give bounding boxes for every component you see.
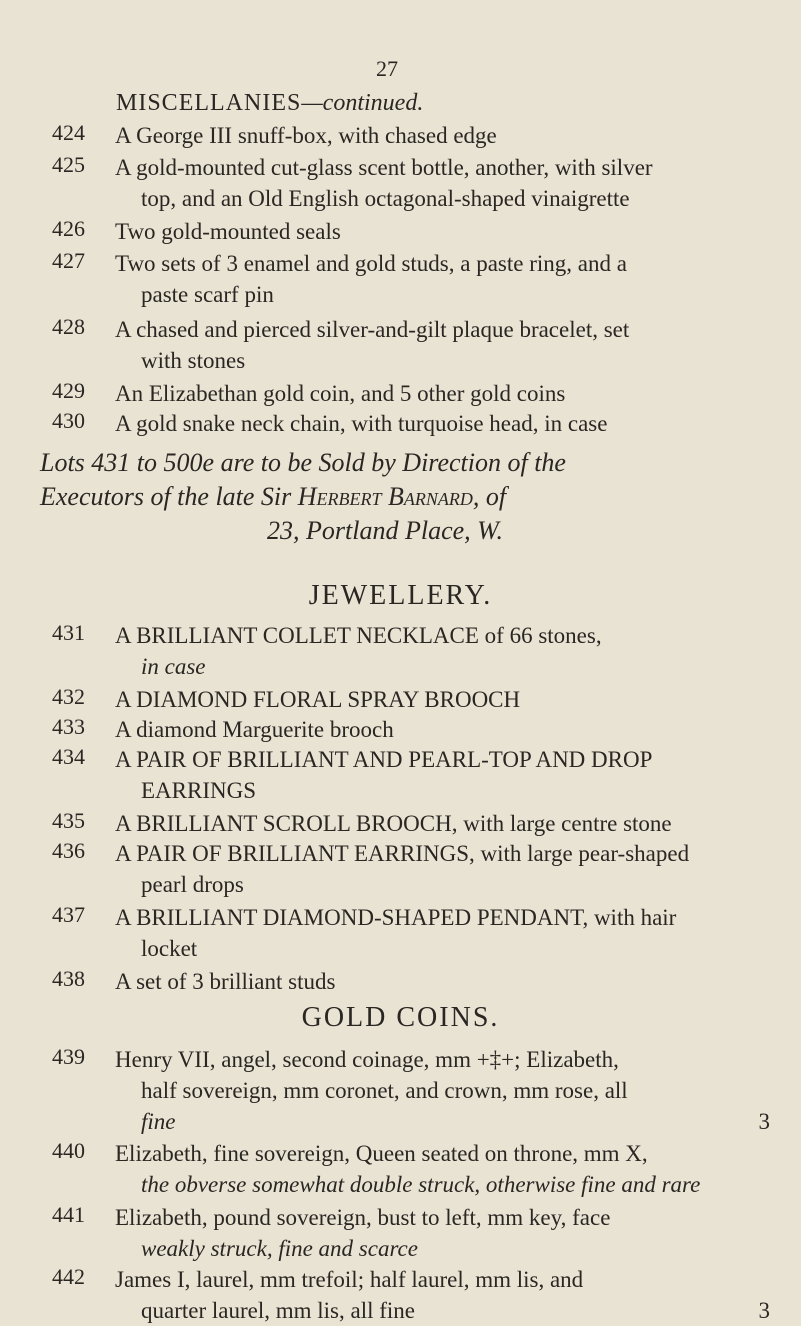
lot-description — [115, 744, 790, 806]
lot-line: Two sets of 3 enamel and gold studs, a paste ring, and a — [115, 251, 627, 276]
lot-line: Elizabeth, pound sovereign, bust to left, mm key, face — [115, 1205, 611, 1230]
lot-line: A diamond Marguerite brooch — [115, 717, 394, 742]
lot-number: 440 — [52, 1138, 85, 1163]
lot-number: 427 — [52, 248, 85, 273]
lot-description — [115, 314, 790, 376]
lot-description — [115, 1202, 790, 1264]
lot-line: A BRILLIANT SCROLL BROOCH, with large centre stone — [115, 811, 672, 836]
notice-executor-name: Herbert Barnard — [297, 482, 473, 511]
lot-description — [115, 838, 790, 900]
notice-line: Lots 431 to 500e are to be Sold by Direction of the — [40, 448, 566, 477]
sale-notice — [40, 446, 790, 548]
lot-line: An Elizabethan gold coin, and 5 other gold coins — [115, 381, 566, 406]
lot-description — [115, 408, 790, 439]
lot-description — [115, 684, 790, 715]
lot-number: 429 — [52, 378, 85, 403]
lot-description — [115, 620, 790, 682]
lot-line-continued: top, and an Old English octagonal-shaped vinaigrette — [141, 186, 630, 211]
lot-line-continued: weakly struck, fine and scarce — [141, 1236, 418, 1261]
lot-number: 424 — [52, 120, 85, 145]
lot-line-continued — [115, 1106, 790, 1137]
lot-line-continued: paste scarf pin — [141, 282, 274, 307]
lot-line: A gold snake neck chain, with turquoise head, in case — [115, 411, 608, 436]
lot-line-continued: the obverse somewhat double struck, otherwise fine and rare — [141, 1172, 701, 1197]
lot-line-continued — [115, 1295, 790, 1326]
lot-line: A George III snuff-box, with chased edge — [115, 123, 497, 148]
notice-line: Executors of the late Sir — [40, 482, 298, 511]
lot-line: A chased and pierced silver-and-gilt plaque bracelet, set — [115, 317, 630, 342]
lot-line-text: quarter laurel, mm lis, all fine — [141, 1298, 415, 1323]
lot-number: 436 — [52, 838, 85, 863]
lot-condition: fine — [141, 1109, 176, 1134]
notice-address: 23, Portland Place, W. — [267, 516, 503, 545]
lot-line-continued: locket — [141, 936, 198, 961]
lot-line: Two gold-mounted seals — [115, 219, 341, 244]
lot-line-continued: in case — [141, 654, 206, 679]
section-heading-jewellery: JEWELLERY. — [308, 580, 493, 611]
lot-description — [115, 378, 790, 409]
running-head — [116, 90, 423, 117]
lot-number: 432 — [52, 684, 85, 709]
lot-number: 441 — [52, 1202, 85, 1227]
lot-description — [115, 152, 790, 214]
lot-number: 437 — [52, 902, 85, 927]
lot-line: A PAIR OF BRILLIANT AND PEARL-TOP AND DROP — [115, 747, 653, 772]
lot-line: A PAIR OF BRILLIANT EARRINGS, with large pear-shaped — [115, 841, 690, 866]
lot-description — [115, 714, 790, 745]
lot-line-continued: half sovereign, mm coronet, and crown, mm rose, all — [141, 1078, 628, 1103]
lot-line: A DIAMOND FLORAL SPRAY BROOCH — [115, 687, 521, 712]
lot-line: Henry VII, angel, second coinage, mm +‡+; Elizabeth, — [115, 1047, 619, 1072]
lot-description — [115, 966, 790, 997]
lot-description — [115, 1264, 790, 1326]
lot-number: 428 — [52, 314, 85, 339]
lot-number: 435 — [52, 808, 85, 833]
lot-description — [115, 902, 790, 964]
lot-quantity: 3 — [758, 1298, 770, 1323]
lot-line: A set of 3 brilliant studs — [115, 969, 336, 994]
lot-line: A BRILLIANT COLLET NECKLACE of 66 stones, — [115, 623, 602, 648]
running-head-suffix: —continued. — [301, 90, 424, 116]
lot-description — [115, 248, 790, 310]
lot-line-continued: pearl drops — [141, 872, 244, 897]
lot-number: 431 — [52, 620, 85, 645]
notice-line: , of — [472, 482, 507, 511]
lot-number: 426 — [52, 216, 85, 241]
lot-description — [115, 120, 790, 151]
lot-line-continued: with stones — [141, 348, 246, 373]
lot-quantity: 3 — [758, 1109, 770, 1134]
lot-number: 434 — [52, 744, 85, 769]
lot-number: 425 — [52, 152, 85, 177]
lot-number: 430 — [52, 408, 85, 433]
lot-description — [115, 1138, 790, 1200]
lot-description — [115, 216, 790, 247]
running-head-title: MISCELLANIES — [116, 90, 302, 116]
section-heading-gold-coins: GOLD COINS. — [301, 1002, 500, 1033]
lot-number: 439 — [52, 1044, 85, 1069]
lot-description — [115, 1044, 790, 1137]
lot-line: Elizabeth, fine sovereign, Queen seated on throne, mm X, — [115, 1141, 648, 1166]
lot-description — [115, 808, 790, 839]
lot-line-continued: EARRINGS — [141, 778, 257, 803]
lot-number: 442 — [52, 1264, 85, 1289]
page-number: 27 — [376, 56, 398, 81]
lot-line: A gold-mounted cut-glass scent bottle, another, with silver — [115, 155, 653, 180]
lot-line: James I, laurel, mm trefoil; half laurel, mm lis, and — [115, 1267, 584, 1292]
lot-number: 433 — [52, 714, 85, 739]
lot-line: A BRILLIANT DIAMOND-SHAPED PENDANT, with hair — [115, 905, 677, 930]
lot-number: 438 — [52, 966, 85, 991]
